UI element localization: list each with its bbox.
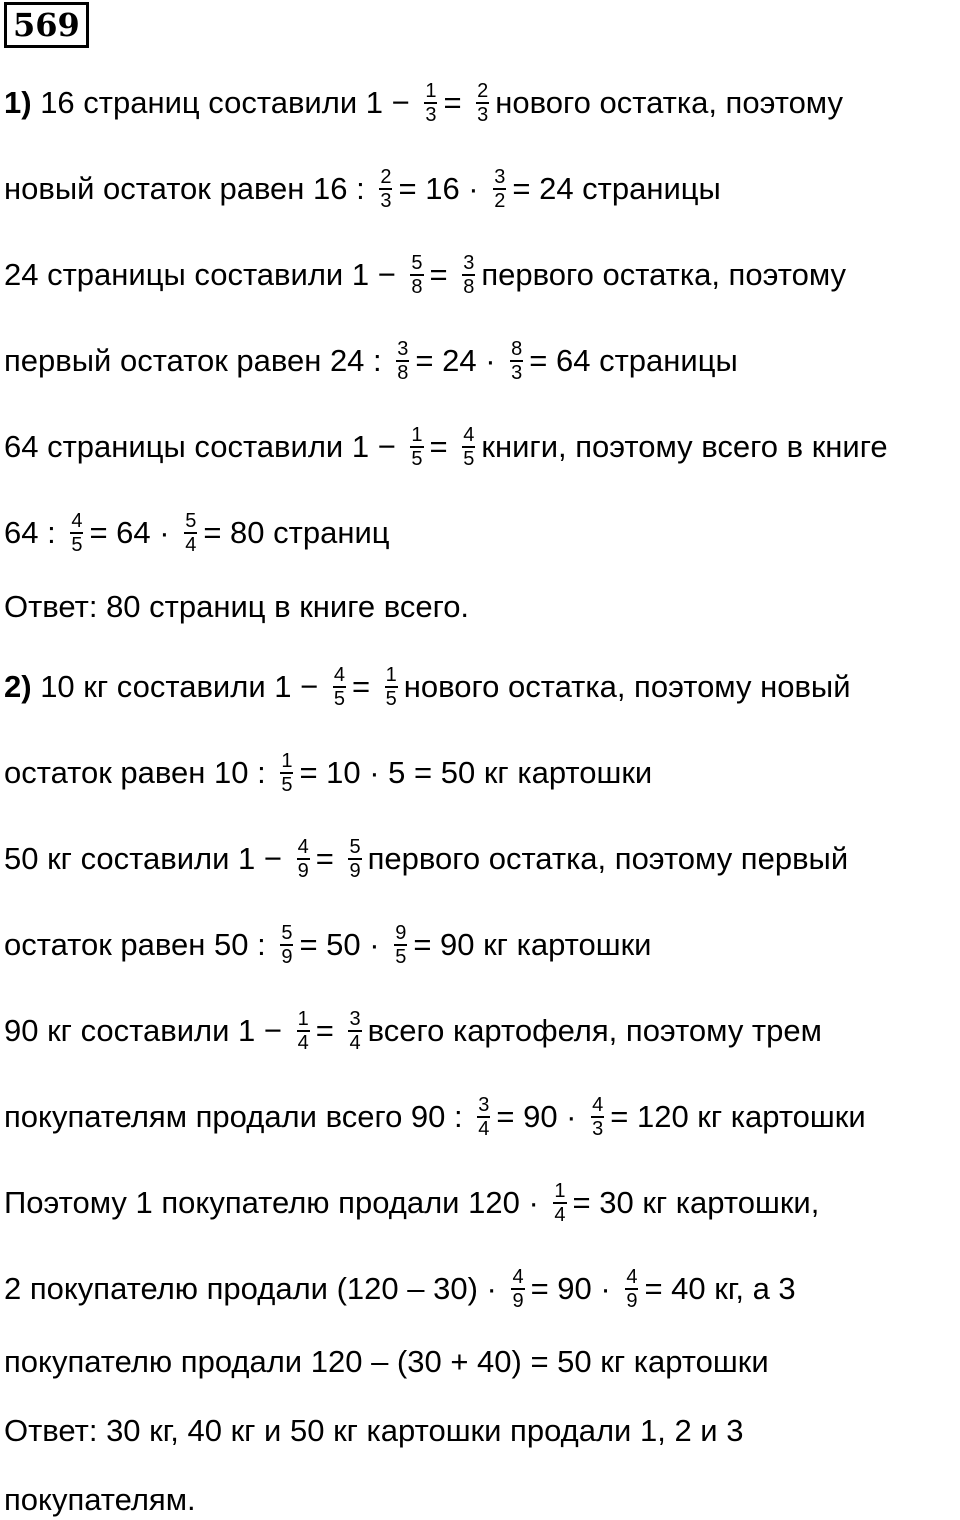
fraction-denominator: 5 xyxy=(385,688,397,710)
fraction-denominator: 9 xyxy=(349,860,361,882)
text-segment: новый остаток равен 16 : xyxy=(4,171,374,206)
fraction xyxy=(297,1008,310,1054)
text-segment: покупателю продали 120 – (30 + 40) = 50 кг картошки xyxy=(4,1344,769,1379)
text-segment: = 24 · xyxy=(415,343,505,378)
fraction xyxy=(511,1266,524,1312)
text-line xyxy=(4,80,843,126)
fraction xyxy=(70,510,83,556)
text-line xyxy=(4,664,851,710)
fraction xyxy=(396,338,409,384)
fraction-numerator: 3 xyxy=(397,338,409,360)
text-segment: первого остатка, поэтому xyxy=(481,257,846,292)
fraction xyxy=(591,1094,604,1140)
fraction xyxy=(280,922,293,968)
fraction-numerator: 5 xyxy=(411,252,423,274)
text-segment: = 90 · xyxy=(530,1271,620,1306)
fraction-numerator: 1 xyxy=(385,664,397,686)
text-segment: = xyxy=(315,841,343,876)
fraction xyxy=(385,664,398,710)
fraction-denominator: 5 xyxy=(411,448,423,470)
text-segment: нового остатка, поэтому новый xyxy=(403,669,851,704)
fraction-denominator: 4 xyxy=(185,534,197,556)
fraction-denominator: 9 xyxy=(281,946,293,968)
text-segment: Ответ: 30 кг, 40 кг и 50 кг картошки продали 1, 2 и 3 xyxy=(4,1413,744,1448)
text-line xyxy=(4,750,652,796)
fraction xyxy=(462,424,475,470)
text-segment: = xyxy=(443,85,471,120)
text-segment: остаток равен 50 : xyxy=(4,927,275,962)
fraction-numerator: 2 xyxy=(477,80,489,102)
problem-number: 569 xyxy=(4,2,89,48)
text-segment: = 40 кг, а 3 xyxy=(644,1271,796,1306)
fraction-denominator: 5 xyxy=(395,946,407,968)
text-line xyxy=(4,1008,822,1054)
fraction-denominator: 9 xyxy=(512,1290,524,1312)
text-segment: = 24 страницы xyxy=(512,171,721,206)
fraction-denominator: 8 xyxy=(411,276,423,298)
part-label: 1) xyxy=(4,85,32,120)
fraction xyxy=(476,80,489,126)
text-segment: = xyxy=(429,429,457,464)
text-segment: остаток равен 10 : xyxy=(4,755,275,790)
text-segment: = 50 · xyxy=(299,927,389,962)
fraction-denominator: 5 xyxy=(281,774,293,796)
fraction xyxy=(297,836,310,882)
fraction-denominator: 5 xyxy=(463,448,475,470)
text-segment: Ответ: 80 страниц в книге всего. xyxy=(4,589,470,624)
fraction-numerator: 1 xyxy=(411,424,423,446)
text-line xyxy=(4,1342,769,1382)
text-segment: = 90 · xyxy=(496,1099,586,1134)
text-line xyxy=(4,587,469,627)
text-segment: = 90 кг картошки xyxy=(413,927,652,962)
fraction-numerator: 5 xyxy=(349,836,361,858)
fraction-denominator: 4 xyxy=(349,1032,361,1054)
text-segment: 10 кг составили 1 − xyxy=(31,669,327,704)
fraction-denominator: 4 xyxy=(297,1032,309,1054)
fraction-denominator: 9 xyxy=(297,860,309,882)
fraction-denominator: 2 xyxy=(494,190,506,212)
text-segment: 90 кг составили 1 − xyxy=(4,1013,291,1048)
fraction xyxy=(184,510,197,556)
fraction-numerator: 9 xyxy=(395,922,407,944)
text-segment: 24 страницы составили 1 − xyxy=(4,257,405,292)
text-segment: книги, поэтому всего в книге xyxy=(481,429,888,464)
fraction-numerator: 1 xyxy=(425,80,437,102)
fraction xyxy=(333,664,346,710)
fraction xyxy=(424,80,437,126)
text-segment: первого остатка, поэтому первый xyxy=(367,841,849,876)
text-segment: = 120 кг картошки xyxy=(610,1099,866,1134)
fraction-numerator: 4 xyxy=(626,1266,638,1288)
fraction xyxy=(348,1008,361,1054)
fraction xyxy=(462,252,475,298)
fraction xyxy=(348,836,361,882)
fraction-denominator: 5 xyxy=(333,688,345,710)
fraction-denominator: 8 xyxy=(397,362,409,384)
fraction xyxy=(410,252,423,298)
fraction-numerator: 3 xyxy=(349,1008,361,1030)
text-segment: Поэтому 1 покупателю продали 120 · xyxy=(4,1185,548,1220)
fraction-numerator: 4 xyxy=(71,510,83,532)
text-segment: = 10 · 5 = 50 кг картошки xyxy=(299,755,653,790)
fraction-numerator: 5 xyxy=(281,922,293,944)
fraction xyxy=(410,424,423,470)
text-segment: 2 покупателю продали (120 – 30) · xyxy=(4,1271,506,1306)
text-segment: первый остаток равен 24 : xyxy=(4,343,391,378)
fraction-numerator: 2 xyxy=(380,166,392,188)
fraction-numerator: 3 xyxy=(478,1094,490,1116)
text-segment: = 80 страниц xyxy=(203,515,390,550)
text-line xyxy=(4,836,848,882)
fraction-denominator: 3 xyxy=(380,190,392,212)
fraction-denominator: 9 xyxy=(626,1290,638,1312)
text-segment: = 16 · xyxy=(398,171,488,206)
text-segment: = 64 · xyxy=(89,515,179,550)
fraction-denominator: 5 xyxy=(71,534,83,556)
fraction-denominator: 3 xyxy=(511,362,523,384)
fraction-numerator: 1 xyxy=(281,750,293,772)
text-segment: = 30 кг картошки, xyxy=(572,1185,820,1220)
text-segment: всего картофеля, поэтому трем xyxy=(367,1013,822,1048)
fraction xyxy=(477,1094,490,1140)
fraction-numerator: 8 xyxy=(511,338,523,360)
fraction-numerator: 1 xyxy=(297,1008,309,1030)
fraction-numerator: 1 xyxy=(554,1180,566,1202)
fraction-numerator: 4 xyxy=(592,1094,604,1116)
fraction-numerator: 3 xyxy=(494,166,506,188)
text-segment: = xyxy=(351,669,379,704)
text-line xyxy=(4,166,721,212)
text-line xyxy=(4,338,738,384)
text-line xyxy=(4,252,846,298)
fraction-denominator: 8 xyxy=(463,276,475,298)
fraction xyxy=(394,922,407,968)
text-segment: 16 страниц составили 1 − xyxy=(31,85,419,120)
fraction xyxy=(379,166,392,212)
fraction-denominator: 3 xyxy=(477,104,489,126)
fraction-numerator: 3 xyxy=(463,252,475,274)
text-line xyxy=(4,1480,196,1520)
fraction-numerator: 4 xyxy=(463,424,475,446)
fraction-denominator: 4 xyxy=(554,1204,566,1226)
fraction-numerator: 4 xyxy=(297,836,309,858)
fraction-denominator: 3 xyxy=(425,104,437,126)
fraction xyxy=(625,1266,638,1312)
text-segment: = xyxy=(429,257,457,292)
text-line xyxy=(4,1180,819,1226)
fraction-numerator: 4 xyxy=(333,664,345,686)
fraction-numerator: 4 xyxy=(512,1266,524,1288)
fraction-denominator: 3 xyxy=(592,1118,604,1140)
text-line xyxy=(4,1411,743,1451)
text-line xyxy=(4,1266,796,1312)
text-segment: нового остатка, поэтому xyxy=(495,85,843,120)
text-segment: 64 страницы составили 1 − xyxy=(4,429,405,464)
fraction-numerator: 5 xyxy=(185,510,197,532)
text-segment: покупателям продали всего 90 : xyxy=(4,1099,472,1134)
part-label: 2) xyxy=(4,669,32,704)
text-line xyxy=(4,922,652,968)
text-line xyxy=(4,1094,866,1140)
text-line xyxy=(4,510,390,556)
fraction xyxy=(493,166,506,212)
fraction xyxy=(280,750,293,796)
fraction xyxy=(553,1180,566,1226)
text-segment: покупателям. xyxy=(4,1482,196,1517)
fraction-denominator: 4 xyxy=(478,1118,490,1140)
text-line xyxy=(4,424,888,470)
text-segment: = 64 страницы xyxy=(529,343,738,378)
fraction xyxy=(510,338,523,384)
text-segment: = xyxy=(315,1013,343,1048)
text-segment: 64 : xyxy=(4,515,65,550)
text-segment: 50 кг составили 1 − xyxy=(4,841,291,876)
